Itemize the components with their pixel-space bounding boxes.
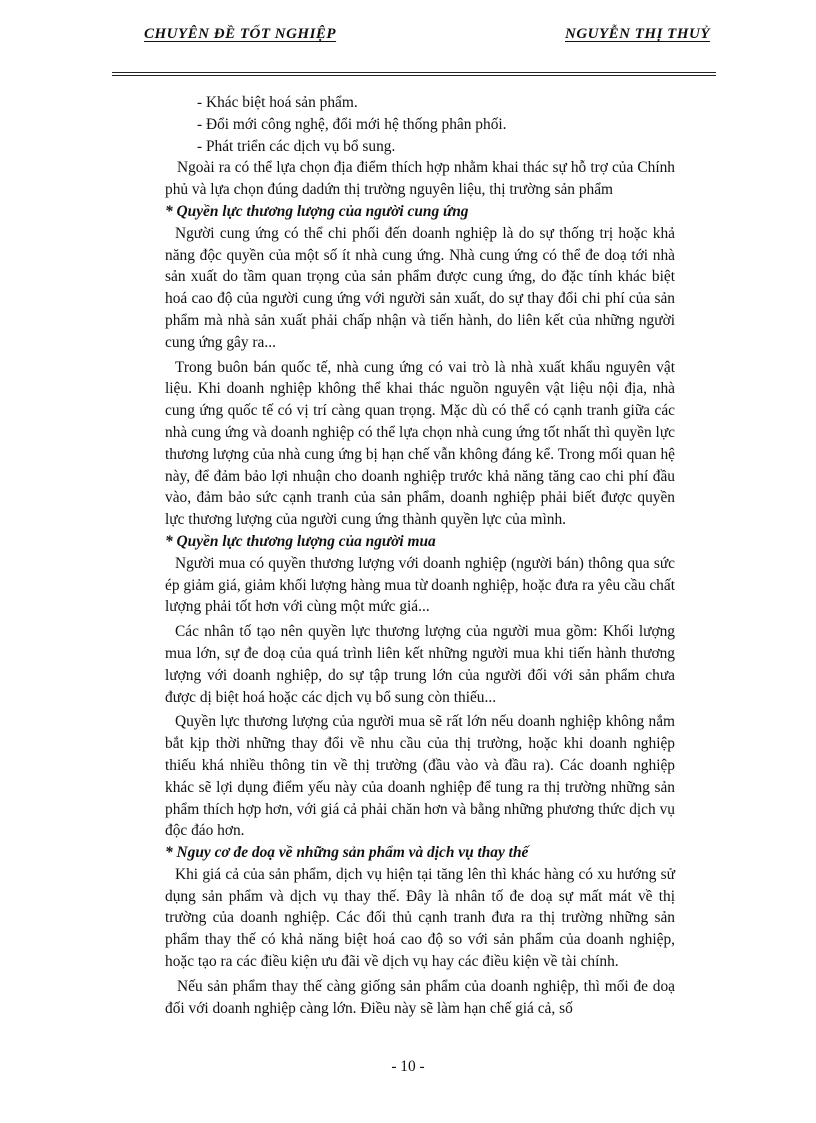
section-heading-supplier: * Quyền lực thương lượng của người cung ứng	[165, 202, 469, 220]
paragraph: Người cung ứng có thể chi phối đến doanh nghiệp là do sự thống trị hoặc khả năng độc quyền của một số ít nhà cung ứng. Nhà cung ứng có thể đe doạ tới nhà sản xuất do tầm quan trọng của sản phẩm được cung ứng, do đặc tính khác biệt hoá cao độ của người cung ứng với người sản xuất, do sự thay đổi chi phí của sản phẩm mà nhà sản xuất phải chấp nhận và tiến hành, do liên kết của những người cung ứng gây ra...	[165, 224, 675, 351]
header-author-name: NGUYỄN THỊ THUỶ	[565, 26, 710, 42]
header-thesis-title: CHUYÊN ĐỀ TỐT NGHIỆP	[144, 26, 337, 42]
section-heading-substitute: * Nguy cơ đe doạ về những sản phẩm và dịch vụ thay thế	[165, 844, 529, 862]
paragraph: Người mua có quyền thương lượng với doanh nghiệp (người bán) thông qua sức ép giảm giá, giảm khối lượng hàng mua từ doanh nghiệp, hoặc đưa ra yêu cầu chất lượng phải tốt hơn với cùng một mức giá...	[165, 554, 675, 616]
paragraph: Nếu sản phẩm thay thế càng giống sản phẩm của doanh nghiệp, thì mối đe doạ đối với doanh nghiệp càng lớn. Điều này sẽ làm hạn chế giá cả, số	[165, 977, 675, 1017]
paragraph: Ngoài ra có thể lựa chọn địa điểm thích hợp nhằm khai thác sự hỗ trợ của Chính phủ và lựa chọn đúng dadứn thị trường nguyên liệu, thị trường sản phẩm	[165, 159, 675, 199]
bullet-item: - Phát triển các dịch vụ bổ sung.	[197, 137, 396, 155]
bullet-item: - Đổi mới công nghệ, đổi mới hệ thống phân phối.	[197, 115, 507, 133]
document-body	[165, 92, 675, 1019]
bullet-item: - Khác biệt hoá sản phẩm.	[197, 94, 358, 111]
header-divider	[112, 72, 716, 76]
paragraph: Khi giá cả của sản phẩm, dịch vụ hiện tại tăng lên thì khác hàng có xu hướng sử dụng sản phẩm và dịch vụ thay thế. Đây là nhân tố đe doạ sự mất mát về thị trường của doanh nghiệp. Các đối thủ cạnh tranh đưa ra thị trường những sản phẩm thay thế có khả năng biệt hoá cao độ so với sản phẩm của doanh nghiệp, hoặc tạo ra các điều kiện ưu đãi về dịch vụ hay các điều kiện về tài chính.	[165, 865, 675, 971]
section-heading-buyer: * Quyền lực thương lượng của người mua	[165, 532, 436, 550]
paragraph: Các nhân tố tạo nên quyền lực thương lượng của người mua gồm: Khối lượng mua lớn, sự đe doạ của quá trình liên kết những người mua khi tiến hành thương lượng với doanh nghiệp, do sự tập trung lớn của người đối với sản phẩm chưa được dị biệt hoá hoặc các dịch vụ bổ sung còn thiếu...	[165, 623, 675, 706]
paragraph: Trong buôn bán quốc tế, nhà cung ứng có vai trò là nhà xuất khẩu nguyên vật liệu. Khi doanh nghiệp không thể khai thác nguồn nguyên vật liệu nội địa, nhà cung ứng quốc tế có vị trí càng quan trọng. Mặc dù có thể có cạnh tranh giữa các nhà cung ứng và doanh nghiệp có thể lựa chọn nhà cung ứng tốt nhất thì quyền lực thương lượng của nhà cung ứng bị hạn chế vẫn không đáng kể. Trong mối quan hệ này, để đảm bảo lợi nhuận cho doanh nghiệp trước khả năng tăng cao chi phí đầu vào, đảm bảo sức cạnh tranh của sản phẩm, doanh nghiệp phải biết được quyền lực thương lượng của người cung ứng thành quyền lực của mình.	[165, 358, 675, 529]
page-number: - 10 -	[391, 1058, 425, 1075]
page-header	[112, 22, 716, 52]
paragraph: Quyền lực thương lượng của người mua sẽ rất lớn nếu doanh nghiệp không nắm bắt kịp thời những thay đổi về nhu cầu của thị trường, hoặc khi doanh nghiệp thiếu khá nhiều thông tin về thị trường (đầu vào và đầu ra). Các doanh nghiệp khác sẽ lợi dụng điểm yếu này của doanh nghiệp để tung ra thị trường những sản phẩm thích hợp hơn, với giá cả phải chăn hơn và bằng những phương thức dịch vụ độc đáo hơn.	[165, 713, 675, 840]
